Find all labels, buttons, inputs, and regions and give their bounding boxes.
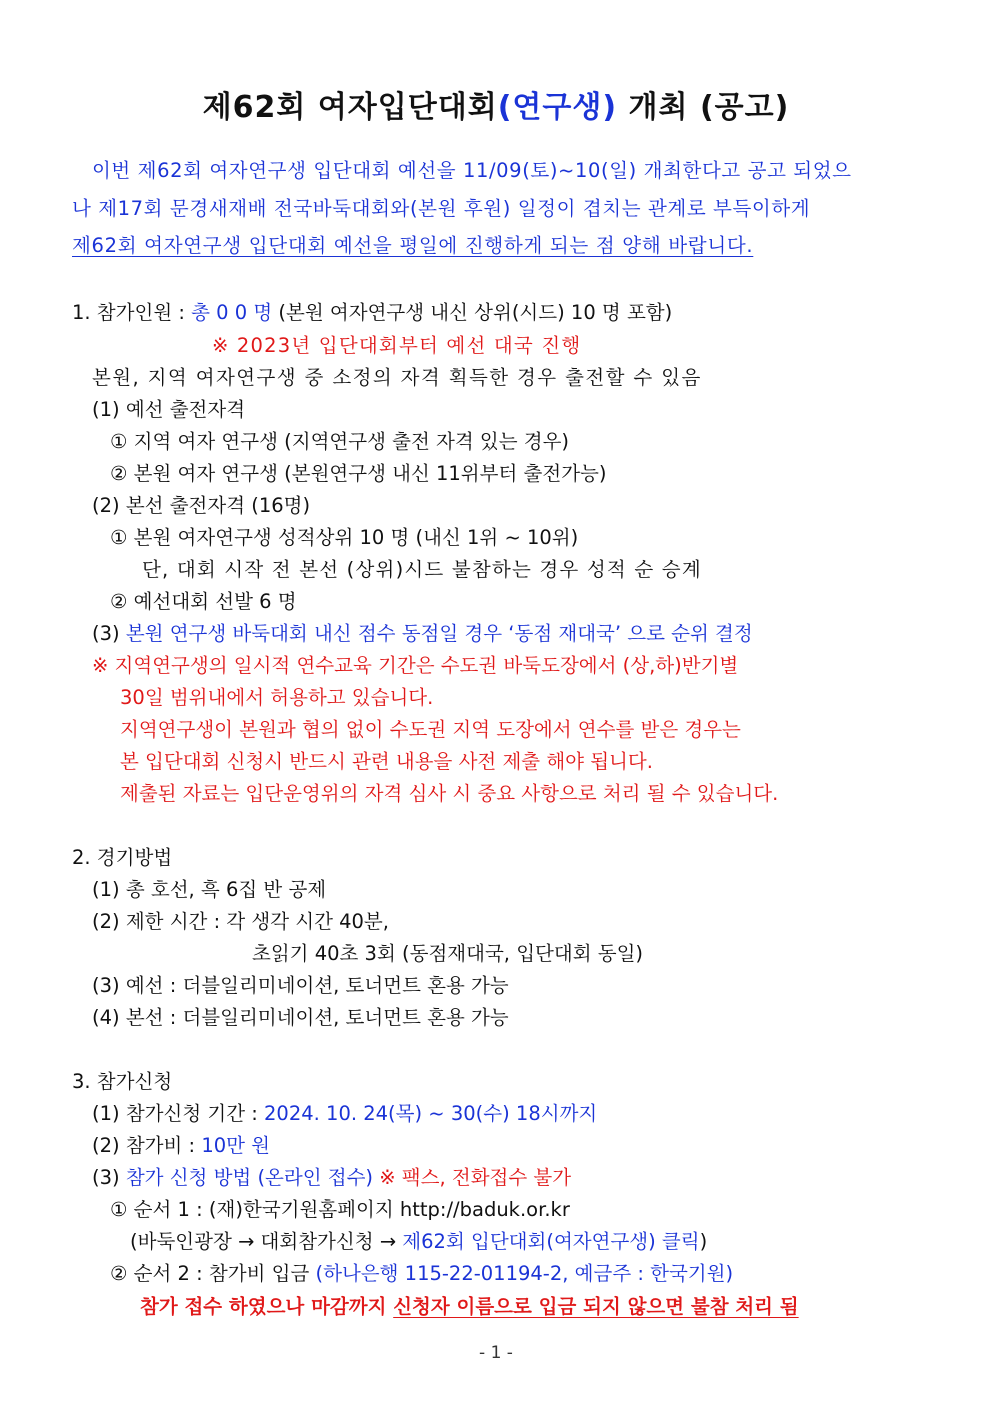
section1-warning-4: 본 입단대회 신청시 반드시 관련 내용을 사전 제출 해야 됩니다. — [120, 750, 653, 773]
section2-heading: 2. 경기방법 — [72, 846, 173, 869]
intro-line-2: 나 제17회 문경새재배 전국바둑대회와(본원 후원) 일정이 겹치는 관계로 부득이하게 — [72, 197, 811, 220]
application-period: 2024. 10. 24(목) ~ 30(수) 18시까지 — [264, 1102, 598, 1125]
step-1-path-c: ) — [699, 1230, 708, 1253]
section1-warning-3: 지역연구생이 본원과 협의 없이 수도권 지역 도장에서 연수를 받은 경우는 — [120, 718, 741, 741]
section1-sub2: (2) 본선 출전자격 (16명) — [92, 494, 311, 517]
section2-item-2-cont: 초읽기 40초 3회 (동점재대국, 입단대회 동일) — [252, 942, 644, 965]
section3-item-2-label: (2) 참가비 : — [92, 1134, 202, 1157]
intro-line-1: 이번 제62회 여자연구생 입단대회 예선을 11/09(토)~10(일) 개최한다고 공고 되었으 — [92, 159, 852, 182]
section2-item-4: (4) 본선 : 더블일리미네이션, 토너먼트 혼용 가능 — [92, 1006, 509, 1029]
section3-step-1: ① 순서 1 : (재)한국기원홈페이지 http://baduk.or.kr — [110, 1198, 570, 1221]
section1-sub3 — [92, 620, 753, 648]
section1-sub2-a: ① 본원 여자연구생 성적상위 10 명 (내신 1위 ~ 10위) — [110, 526, 579, 549]
section3-item-3-num: (3) — [92, 1166, 126, 1189]
section1-heading-suffix: (본원 여자연구생 내신 상위(시드) 10 명 포함) — [272, 301, 673, 324]
application-method: 참가 신청 방법 (온라인 접수) — [125, 1166, 374, 1189]
section1-sub3-text: 본원 연구생 바둑대회 내신 점수 동점일 경우 ‘동점 재대국’ 으로 순위 결정 — [125, 622, 753, 645]
section3-item-1 — [92, 1100, 597, 1128]
section1-heading — [72, 299, 672, 327]
application-method-note: ※ 팩스, 전화접수 불가 — [373, 1166, 572, 1189]
bank-account: (하나은행 115-22-01194-2, 예금주 : 한국기원) — [315, 1262, 734, 1285]
title-highlight: (연구생) — [497, 90, 618, 125]
section3-final-warning — [140, 1293, 799, 1321]
title-part2: 개최 (공고) — [617, 90, 790, 125]
section3-item-3 — [92, 1164, 571, 1192]
section1-sub1-a: ① 지역 여자 연구생 (지역연구생 출전 자격 있는 경우) — [110, 430, 570, 453]
section1-warning-1: ※ 지역연구생의 일시적 연수교육 기간은 수도권 바둑도장에서 (상,하)반기별 — [92, 654, 739, 677]
section3-step-2 — [110, 1260, 733, 1288]
step-1-path-a: (바둑인광장 → 대회참가신청 → — [130, 1230, 403, 1253]
document-title — [0, 82, 992, 126]
section1-sub1: (1) 예선 출전자격 — [92, 398, 246, 421]
participant-count: 총 0 0 명 — [191, 301, 273, 324]
step-2-label: ② 순서 2 : 참가비 입금 — [110, 1262, 316, 1285]
section3-heading: 3. 참가신청 — [72, 1070, 173, 1093]
final-warning-b: 신청자 이름으로 입금 되지 않으면 불참 처리 됨 — [393, 1295, 799, 1318]
section1-warning-2: 30일 범위내에서 허용하고 있습니다. — [120, 686, 434, 709]
title-part1: 제62회 여자입단대회 — [202, 90, 498, 125]
section2-item-1: (1) 총 호선, 흑 6집 반 공제 — [92, 878, 327, 901]
section1-sub2-a-note: 단, 대회 시작 전 본선 (상위)시드 불참하는 경우 성적 순 승계 — [142, 558, 702, 581]
page-number: - 1 - — [479, 1343, 513, 1363]
section1-sub3-num: (3) — [92, 622, 126, 645]
section1-note: ※ 2023년 입단대회부터 예선 대국 진행 — [212, 334, 582, 357]
section1-desc: 본원, 지역 여자연구생 중 소정의 자격 획득한 경우 출전할 수 있음 — [92, 366, 702, 389]
step-1-path-b: 제62회 입단대회(여자연구생) 클릭 — [402, 1230, 700, 1253]
section1-heading-prefix: 1. 참가인원 : — [72, 301, 192, 324]
intro-line-3: 제62회 여자연구생 입단대회 예선을 평일에 진행하게 되는 점 양해 바랍니다. — [72, 234, 754, 257]
section1-sub1-b: ② 본원 여자 연구생 (본원연구생 내신 11위부터 출전가능) — [110, 462, 607, 485]
section2-item-2: (2) 제한 시간 : 각 생각 시간 40분, — [92, 910, 389, 933]
entry-fee: 10만 원 — [201, 1134, 270, 1157]
section3-item-2 — [92, 1132, 270, 1160]
section1-warning-5: 제출된 자료는 입단운영위의 자격 심사 시 중요 사항으로 처리 될 수 있습니다. — [120, 782, 779, 805]
section1-sub2-b: ② 예선대회 선발 6 명 — [110, 590, 297, 613]
final-warning-a: 참가 접수 하였으나 마감까지 — [140, 1295, 394, 1318]
section2-item-3: (3) 예선 : 더블일리미네이션, 토너먼트 혼용 가능 — [92, 974, 509, 997]
section3-step-1-path — [130, 1228, 707, 1256]
section3-item-1-label: (1) 참가신청 기간 : — [92, 1102, 265, 1125]
